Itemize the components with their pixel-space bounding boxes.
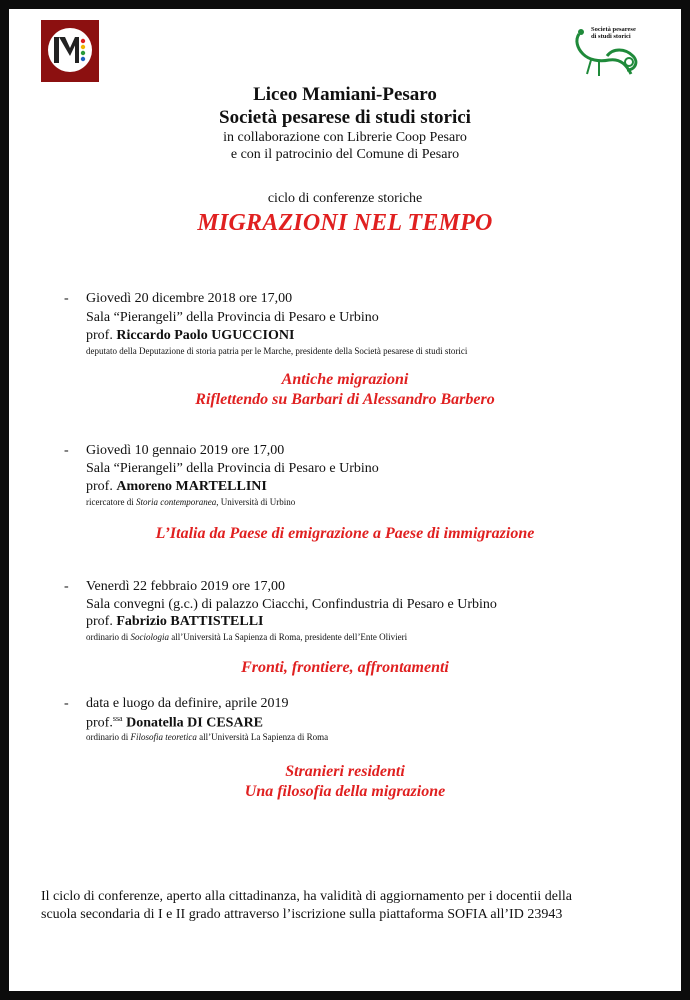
event-4-date: data e luogo da definire, aprile 2019 (86, 696, 289, 711)
peacock-emblem-icon (569, 20, 659, 82)
event-3-place: Sala convegni (g.c.) di palazzo Ciacchi, Confindustria di Pesaro e Urbino (86, 597, 497, 612)
main-title: MIGRAZIONI NEL TEMPO (197, 210, 493, 236)
event-4-speaker: prof.$^{ssa}$ Donatella DI CESARE (86, 714, 264, 731)
liceo-mamiani-logo-icon (41, 20, 99, 82)
event-4-subtitle: Una filosofia della migrazione (244, 783, 446, 800)
event-1-speaker: prof. Riccardo Paolo UGUCCIONI (86, 328, 295, 343)
header-collaboration: in collaborazione con Librerie Coop Pesaro (223, 130, 467, 145)
footer-line-2: scuola secondaria di I e II grado attraverso l’iscrizione sulla piattaforma SOFIA all’ID 23943 (41, 907, 563, 922)
event-3-date: Venerdì 22 febbraio 2019 ore 17,00 (86, 579, 286, 594)
header-society: Società pesarese di studi storici (219, 107, 471, 128)
event-3-role: ordinario di Sociologia all’Università La Sapienza di Roma, presidente dell’Ente Olivieri (86, 632, 408, 642)
header-school: Liceo Mamiani-Pesaro (253, 84, 437, 105)
event-1-title: Antiche migrazioni (281, 371, 409, 388)
emblem-text-1: Società pesarese (591, 26, 636, 33)
event-4-bullet: - (64, 696, 69, 711)
event-1-bullet: - (64, 291, 69, 306)
event-4-role: ordinario di Filosofia teoretica all’Università La Sapienza di Roma (86, 732, 329, 742)
event-2-role: ricercatore di Storia contemporanea, Università di Urbino (86, 497, 296, 507)
header-patronage: e con il patrocinio del Comune di Pesaro (230, 147, 460, 162)
event-3-title: Fronti, frontiere, affrontamenti (241, 659, 449, 676)
event-1-subtitle: Riflettendo su Barbari di Alessandro Barbero (195, 391, 495, 408)
event-2-title: L’Italia da Paese di emigrazione a Paese di immigrazione (155, 525, 535, 542)
event-2-place: Sala “Pierangeli” della Provincia di Pesaro e Urbino (86, 461, 379, 476)
event-1-role: deputato della Deputazione di storia patria per le Marche, presidente della Società pesarese di studi storici (86, 346, 468, 356)
series-label: ciclo di conferenze storiche (267, 191, 423, 206)
event-2-date: Giovedì 10 gennaio 2019 ore 17,00 (86, 443, 285, 458)
event-1-place: Sala “Pierangeli” della Provincia di Pesaro e Urbino (86, 310, 379, 325)
flyer-page (9, 9, 681, 991)
footer-line-1: Il ciclo di conferenze, aperto alla cittadinanza, ha validità di aggiornamento per i docentii della (41, 889, 572, 904)
event-1-date: Giovedì 20 dicembre 2018 ore 17,00 (86, 291, 293, 306)
event-3-speaker: prof. Fabrizio BATTISTELLI (86, 614, 264, 629)
event-3-bullet: - (64, 579, 69, 594)
event-2-speaker: prof. Amoreno MARTELLINI (86, 479, 267, 494)
emblem-text-2: di studi storici (591, 33, 631, 40)
event-2-bullet: - (64, 443, 69, 458)
event-4-title: Stranieri residenti (285, 763, 405, 780)
